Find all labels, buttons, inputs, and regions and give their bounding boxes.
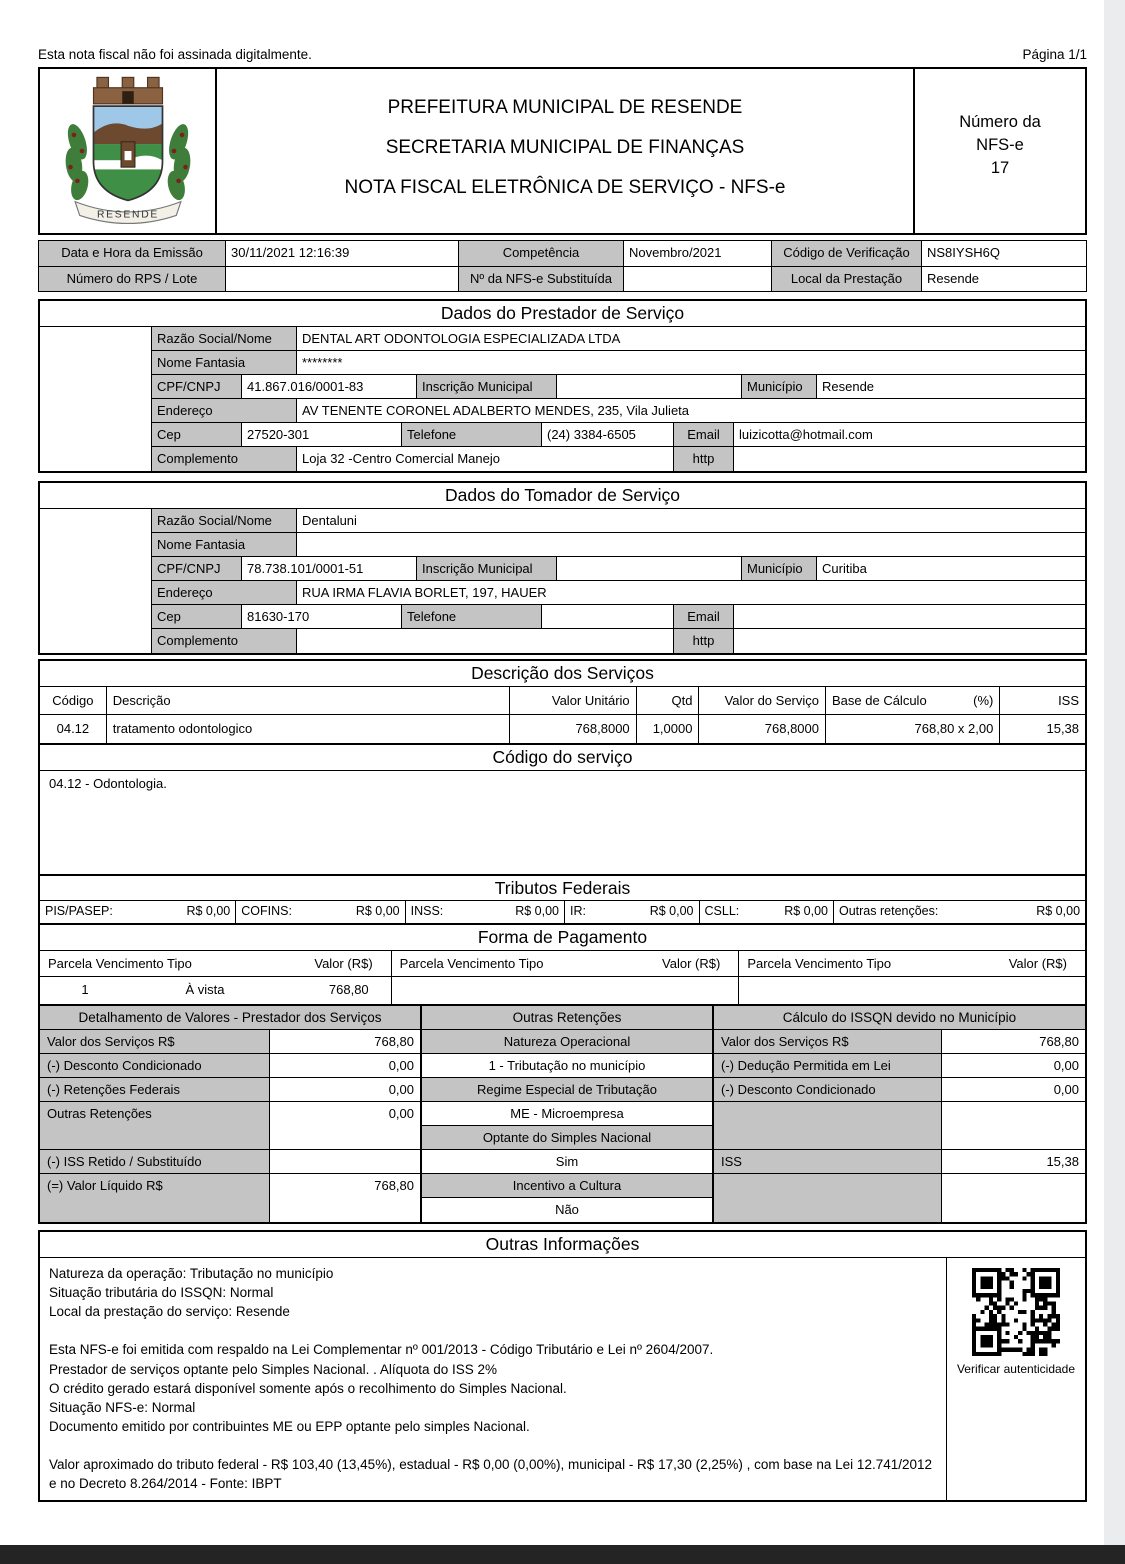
prestador-cpf: 41.867.016/0001-83 [242,375,417,398]
http-label: http [674,447,734,471]
prestador-http [734,447,1085,471]
valor-liquido: 768,80 [374,1178,414,1193]
outras-informacoes-text: Natureza da operação: Tributação no município Situação tributária do ISSQN: Normal Local da prestação do serviço: Resende Esta NFS-e foi emitida com respaldo na Lei Complementar nº 001/2013 - Código Tributário e Lei nº 2604/2007. Prestador de serviços optante pelo Simples Nacional. . Alíquota do ISS 2% O crédito gerado estará disponível somente após o recolhimento do Simples Nacional. Situação NFS-e: Normal Documento emitido por contribuintes ME ou EPP optante pelo simples Nacional. Valor aproximado do tributo federal - R$ 103,40 (13,45%), estadual - R$ 0,00 (0,00%), municipal - R$ 17,30 (2,25%) , com base na Lei 12.741/2012 e no Decreto 8.264/2014 - Fonte: IBPT [49,1266,933,1492]
pagamento-data-row [40,977,1085,1004]
prestador-complemento: Loja 32 -Centro Comercial Manejo [297,447,674,471]
parcela-tipo: À vista [185,982,225,997]
tributos-title: Tributos Federais [40,876,1085,901]
outras-retencoes-value: R$ 0,00 [1036,904,1081,918]
tomador-im [557,557,742,580]
inss-value: R$ 0,00 [515,904,559,918]
parcela-valor: 768,80 [328,982,369,997]
telefone-label: Telefone [402,605,542,628]
rps-value [226,267,459,291]
servicos-header-row [40,687,1085,715]
parcela-numero: 1 [81,982,89,997]
servico-base-calculo: 768,80 x 2,00 [826,715,1000,743]
retencoes-federais: 0,00 [388,1082,414,1097]
nfse-number-label: Número da NFS-e [959,113,1041,155]
tomador-telefone [542,605,674,628]
servicos-title: Descrição dos Serviços [40,661,1085,687]
nfse-number-box [913,69,1085,233]
email-label: Email [674,605,734,628]
incentivo-cultura-valor: Não [555,1202,579,1217]
document-title: NOTA FISCAL ELETRÔNICA DE SERVIÇO - NFS-e [344,177,786,198]
cpf-label: CPF/CNPJ [152,375,242,398]
cofins-value: R$ 0,00 [355,904,400,918]
outras-retencoes-column: Outras Retenções Natureza Operacional 1 - Tributação no município Regime Especial de Tributação ME - Microempresa Optante do Simples Nacional Sim Incentivo a Cultura Não [422,1006,714,1222]
ir-value: R$ 0,00 [649,904,694,918]
municipio-label: Município [742,375,817,398]
prestador-email: luizicotta@hotmail.com [739,427,873,442]
document-header [38,67,1087,235]
iss-retido [270,1150,420,1173]
emissao-value: 30/11/2021 12:16:39 [226,241,459,266]
issqn-valor: 15,38 [1046,1154,1079,1169]
prestador-endereco: AV TENENTE CORONEL ADALBERTO MENDES, 235, Vila Julieta [302,403,690,418]
detalhamento-title: Detalhamento de Valores - Prestador dos Serviços [40,1006,420,1030]
servico-row [40,715,1085,743]
prestador-cep: 27520-301 [242,423,402,446]
codigo-servico-text: 04.12 - Odontologia. [49,776,167,791]
col-valor-servico: Valor do Serviço [699,687,826,714]
viewer-bottom-bar [0,1545,1125,1564]
tomador-complemento [297,629,674,653]
tomador-section [38,481,1087,655]
servico-valor: 768,8000 [699,715,826,743]
endereco-label: Endereço [152,399,297,422]
nfse-number-value: 17 [990,159,1010,178]
qr-caption: Verificar autenticidade [956,1362,1076,1376]
tomador-spacer [40,509,152,653]
prestador-fantasia: ******** [302,355,343,370]
servicos-section [38,659,1087,745]
rps-label: Número do RPS / Lote [39,267,226,291]
prestador-spacer [40,327,152,471]
tomador-cep: 81630-170 [242,605,402,628]
endereco-label: Endereço [152,581,297,604]
codigo-servico-section [38,743,1087,876]
im-label: Inscrição Municipal [417,557,557,580]
pagamento-title: Forma de Pagamento [40,925,1085,951]
tomador-fantasia [297,533,1085,556]
verificacao-label: Código de Verificação [772,241,922,266]
prestador-section [38,299,1087,473]
complemento-label: Complemento [152,629,297,653]
csll-label: CSLL: [704,904,740,918]
outras-informacoes-title: Outras Informações [40,1232,1085,1258]
qr-code [972,1268,1060,1356]
competencia-value: Novembro/2021 [624,241,772,266]
cep-label: Cep [152,423,242,446]
regime-tributacao-valor: ME - Microempresa [422,1102,712,1126]
fantasia-label: Nome Fantasia [152,351,297,374]
nfse-document [38,67,1087,1502]
substituida-label: Nº da NFS-e Substituída [459,267,624,291]
tomador-endereco: RUA IRMA FLAVIA BORLET, 197, HAUER [302,585,547,600]
servico-descricao: tratamento odontologico [107,715,510,743]
razao-label: Razão Social/Nome [152,327,297,350]
outras-retencoes-title: Outras Retenções [422,1006,712,1030]
emissao-label: Data e Hora da Emissão [39,241,226,266]
servico-codigo: 04.12 [40,715,107,743]
svg-text:RESENDE: RESENDE [96,209,159,221]
im-label: Inscrição Municipal [417,375,557,398]
local-prestacao-label: Local da Prestação [772,267,922,291]
codigo-servico-title: Código do serviço [40,745,1085,771]
col-qtd: Qtd [637,687,700,714]
inss-label: INSS: [410,904,444,918]
http-label: http [674,629,734,653]
desconto-condicionado: 0,00 [388,1058,414,1073]
cep-label: Cep [152,605,242,628]
natureza-operacional-valor: 1 - Tributação no município [422,1054,712,1078]
csll-value: R$ 0,00 [784,904,828,918]
tomador-cpf: 78.738.101/0001-51 [242,557,417,580]
municipio-label: Município [742,557,817,580]
municipal-coat-of-arms-logo [59,75,197,227]
tomador-email [734,605,1085,628]
prefeitura-title: PREFEITURA MUNICIPAL DE RESENDE [387,97,743,118]
tomador-razao: Dentaluni [302,513,357,528]
pagamento-header-row: Parcela Vencimento Tipo Valor (R$) Parcela Vencimento Tipo Valor (R$) Parcela Vencimento Tipo Valor (R$) [40,951,1085,977]
cpf-label: CPF/CNPJ [152,557,242,580]
cofins-label: COFINS: [241,904,292,918]
complemento-label: Complemento [152,447,297,471]
qr-cell [946,1258,1085,1500]
outras-retencoes-label: Outras retenções: [839,904,939,918]
outras-retencoes-valor: 0,00 [388,1106,414,1121]
verificacao-value: NS8IYSH6Q [927,245,1000,260]
col-base-pct: (%) [973,693,994,708]
pagamento-section [38,923,1087,1006]
prestador-title: Dados do Prestador de Serviço [40,301,1085,327]
page-indicator: Página 1/1 [1022,47,1087,62]
issqn-column: Cálculo do ISSQN devido no Município Valor dos Serviços R$ 768,80 (-) Dedução Permitida em Lei 0,00 (-) Desconto Condicionado 0,00 ISS 15,38 [714,1006,1085,1222]
substituida-value [624,267,772,291]
unsigned-note: Esta nota fiscal não foi assinada digitalmente. [38,47,312,62]
col-codigo: Código [40,687,107,714]
col-descricao: Descrição [107,687,510,714]
fantasia-label: Nome Fantasia [152,533,297,556]
prestador-municipio: Resende [822,379,875,394]
tomador-title: Dados do Tomador de Serviço [40,483,1085,509]
competencia-label: Competência [459,241,624,266]
tributos-row [40,901,1085,923]
razao-label: Razão Social/Nome [152,509,297,532]
prestador-telefone: (24) 3384-6505 [542,423,674,446]
local-prestacao-value: Resende [927,271,980,286]
valores-section [38,1004,1087,1224]
issqn-desconto: 0,00 [1053,1082,1079,1097]
tomador-municipio: Curitiba [822,561,867,576]
ir-label: IR: [570,904,586,918]
pis-value: R$ 0,00 [186,904,231,918]
prestador-im [557,375,742,398]
tributos-section [38,874,1087,925]
prestador-razao: DENTAL ART ODONTOLOGIA ESPECIALIZADA LTDA [302,331,621,346]
col-iss: ISS [1058,693,1080,708]
viewport-right-edge [1104,0,1125,1564]
tomador-http [734,629,1085,653]
pis-label: PIS/PASEP: [45,904,113,918]
issqn-title: Cálculo do ISSQN devido no Município [714,1006,1085,1030]
servico-iss: 15,38 [1046,721,1080,736]
logo-cell [40,69,217,233]
telefone-label: Telefone [402,423,542,446]
secretaria-title: SECRETARIA MUNICIPAL DE FINANÇAS [385,137,745,158]
simples-nacional-valor: Sim [422,1150,712,1174]
col-base-calculo: Base de Cálculo (%) [826,687,1000,714]
col-valor-unitario: Valor Unitário [510,687,637,714]
servico-qtd: 1,0000 [637,715,700,743]
detalhamento-column: Detalhamento de Valores - Prestador dos Serviços Valor dos Serviços R$ 768,80 (-) Desconto Condicionado 0,00 (-) Retenções Federais 0,00 Outras Retenções 0,00 (-) ISS Retido / Substituído (=) Valor Líquido R$ 768,80 [40,1006,422,1222]
valor-servicos: 768,80 [374,1034,414,1049]
deducao-permitida: 0,00 [1053,1058,1079,1073]
outras-informacoes-section [38,1230,1087,1502]
email-label: Email [674,423,734,446]
issqn-valor-servicos: 768,80 [1039,1034,1079,1049]
servico-valor-unitario: 768,8000 [510,715,637,743]
meta-rows [38,240,1087,292]
